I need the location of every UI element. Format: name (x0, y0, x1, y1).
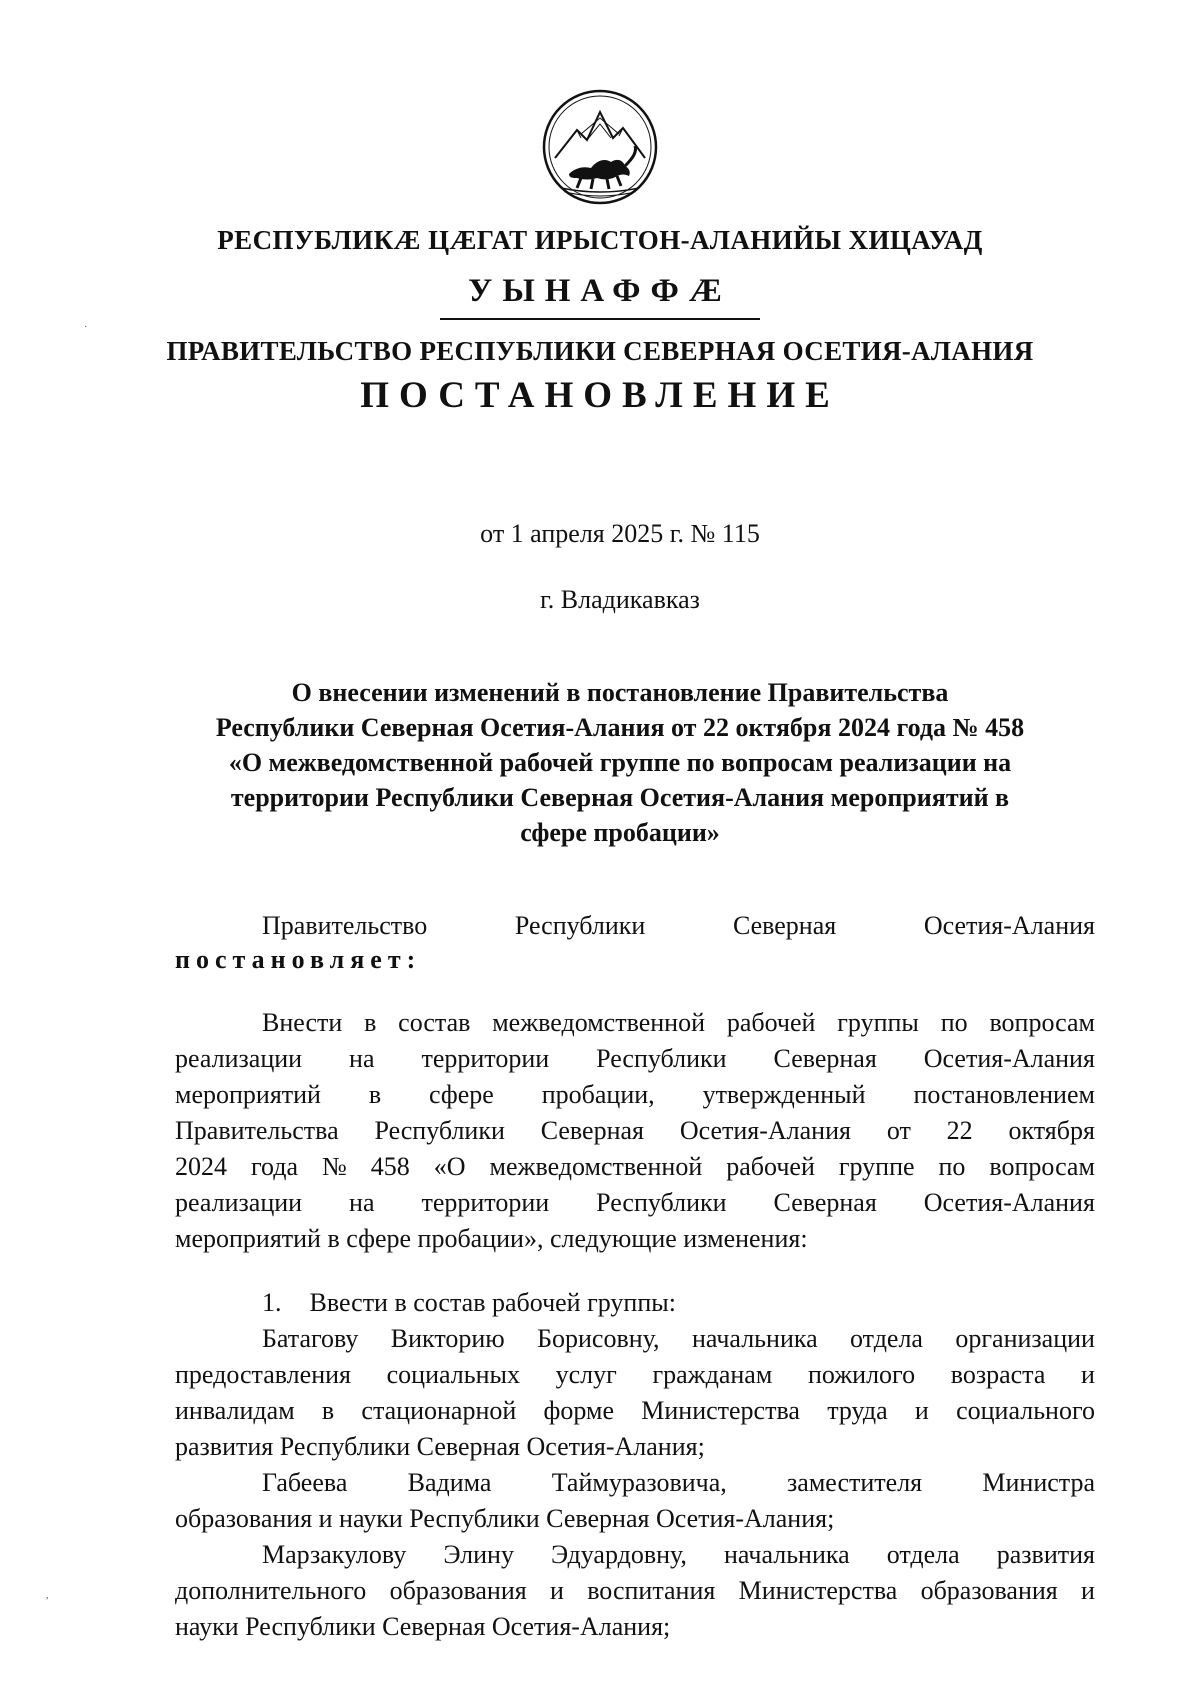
paragraph-line (175, 1185, 1095, 1221)
word: социального (956, 1396, 1095, 1425)
russian-document-type: ПОСТАНОВЛЕНИЕ (360, 375, 840, 416)
preamble-word: Северная (732, 911, 837, 940)
word: Республики (596, 1188, 727, 1217)
scan-speck: · (84, 322, 88, 333)
word: форме (543, 1396, 614, 1425)
word: Республики (374, 1116, 505, 1145)
word: Габеева (262, 1468, 348, 1497)
heading-underline (440, 318, 760, 320)
word: образования (920, 1576, 1058, 1605)
document-city: г. Владикавказ (540, 585, 700, 614)
word: Правительства (175, 1116, 339, 1145)
word: инвалидам (175, 1396, 295, 1425)
word: Викторию (390, 1324, 505, 1353)
word: Осетия-Алания (679, 1116, 851, 1145)
word: Северная (540, 1116, 644, 1145)
person-2-line (175, 1465, 1095, 1501)
paragraph-line (175, 1005, 1095, 1041)
word: пожилого (807, 1360, 916, 1389)
word: отдела (850, 1324, 923, 1353)
document-date-number: от 1 апреля 2025 г. № 115 (480, 519, 760, 548)
preamble-verb-line (175, 942, 1095, 978)
word: по (940, 1008, 968, 1037)
ossetian-government-heading: РЕСПУБЛИКӔ ЦӔГАТ ИРЫСТОН-АЛАНИЙЫ ХИЦАУАД (217, 225, 983, 255)
preamble-verb: постановляет: (175, 945, 422, 974)
word: Борисовну, (537, 1324, 660, 1353)
paragraph-line (175, 1113, 1095, 1149)
word: межведомственной (492, 1008, 705, 1037)
word: сфере (429, 1080, 494, 1109)
word: утвержденный (702, 1080, 866, 1109)
word: Министра (982, 1468, 1095, 1497)
word: состав (398, 1008, 471, 1037)
word: вопросам (989, 1008, 1095, 1037)
word: вопросам (989, 1152, 1095, 1181)
word: социальных (386, 1360, 520, 1389)
word: в (368, 1080, 382, 1109)
word: реализации (175, 1188, 303, 1217)
word: организации (955, 1324, 1095, 1353)
title-line: территории Республики Северная Осетия-Алания мероприятий в (230, 783, 1010, 812)
paragraph-line (175, 1149, 1095, 1185)
word: Северная (773, 1044, 877, 1073)
word: Таймуразовича, (551, 1468, 727, 1497)
title-line: сфере пробации» (520, 818, 720, 847)
word: постановлением (913, 1080, 1095, 1109)
person-1-line (175, 1357, 1095, 1393)
word: на (349, 1044, 375, 1073)
item-number: 1. (262, 1288, 282, 1317)
word: Осетия-Алания (923, 1044, 1095, 1073)
word: Осетия-Алания (923, 1188, 1095, 1217)
person-1-last-line: развития Республики Северная Осетия-Алания; (175, 1432, 705, 1461)
document-title (150, 675, 1090, 850)
word: предоставления (175, 1360, 351, 1389)
word: реализации (175, 1044, 303, 1073)
word: года (250, 1152, 299, 1181)
word: на (349, 1188, 375, 1217)
person-3-line (175, 1537, 1095, 1573)
word: по (938, 1152, 966, 1181)
word: труда (827, 1396, 888, 1425)
word: начальника (691, 1324, 818, 1353)
word: территории (421, 1188, 550, 1217)
word: в (364, 1008, 377, 1037)
word: и (550, 1576, 564, 1605)
ossetian-document-type: УЫНАФФӔ (468, 273, 732, 309)
word: 22 (946, 1116, 973, 1145)
preamble-word: Республики (514, 911, 646, 940)
word: и (1081, 1576, 1095, 1605)
word: в (321, 1396, 335, 1425)
word: Вадима (407, 1468, 492, 1497)
word: возраста (950, 1360, 1046, 1389)
person-1-line (175, 1393, 1095, 1429)
word: 2024 (175, 1152, 227, 1181)
word: Северная (773, 1188, 877, 1217)
word: «О (433, 1152, 466, 1181)
word: от (886, 1116, 911, 1145)
word: октября (1008, 1116, 1095, 1145)
title-line: О внесении изменений в постановление Правительства (291, 678, 949, 707)
word: отдела (886, 1540, 960, 1569)
word: услуг (555, 1360, 617, 1389)
person-3-last-line: науки Республики Северная Осетия-Алания; (175, 1612, 671, 1641)
preamble-word: Осетия-Алания (923, 911, 1095, 940)
person-1-line (175, 1321, 1095, 1357)
word: рабочей (726, 1152, 815, 1181)
paragraph-line (175, 1041, 1095, 1077)
word: рабочей (726, 1008, 816, 1037)
word: воспитания (587, 1576, 716, 1605)
word: и (914, 1396, 929, 1425)
word: № (321, 1152, 347, 1181)
word: Батагову (262, 1324, 359, 1353)
word: развития (996, 1540, 1095, 1569)
title-line: «О межведомственной рабочей группе по вопросам реализации на (228, 748, 1012, 777)
preamble-line (175, 908, 1095, 944)
word: группе (838, 1152, 915, 1181)
title-line: Республики Северная Осетия-Алания от 22 октября 2024 года № 458 (215, 713, 1025, 742)
word: заместителя (787, 1468, 923, 1497)
word: пробации, (541, 1080, 655, 1109)
person-2-last-line: образования и науки Республики Северная Осетия-Алания; (175, 1504, 835, 1533)
item-1-line (175, 1285, 1095, 1321)
preamble-word: Правительство (262, 911, 428, 940)
word: группы (837, 1008, 919, 1037)
word: межведомственной (489, 1152, 703, 1181)
word: гражданам (652, 1360, 773, 1389)
item-text: Ввести в состав рабочей группы: (309, 1288, 676, 1317)
person-3-line (175, 1573, 1095, 1609)
word: Эдуардовну, (551, 1540, 687, 1569)
scan-speck: , (46, 1590, 49, 1601)
word: 458 (370, 1152, 410, 1181)
coat-of-arms-emblem (541, 88, 659, 206)
word: Республики (596, 1044, 727, 1073)
word: Министерства (641, 1396, 800, 1425)
russian-government-heading: ПРАВИТЕЛЬСТВО РЕСПУБЛИКИ СЕВЕРНАЯ ОСЕТИЯ-АЛАНИЯ (166, 336, 1034, 366)
paragraph-last-line: мероприятий в сфере пробации», следующие изменения: (175, 1224, 808, 1253)
word: Министерства (738, 1576, 898, 1605)
word: мероприятий (175, 1080, 321, 1109)
word: и (1081, 1360, 1095, 1389)
word: образования (389, 1576, 527, 1605)
paragraph-line (175, 1077, 1095, 1113)
word: Марзакулову (262, 1540, 407, 1569)
word: территории (421, 1044, 550, 1073)
word: дополнительного (175, 1576, 367, 1605)
word: Элину (443, 1540, 514, 1569)
word: начальника (723, 1540, 850, 1569)
word: стационарной (361, 1396, 517, 1425)
word: Внести (262, 1008, 343, 1037)
